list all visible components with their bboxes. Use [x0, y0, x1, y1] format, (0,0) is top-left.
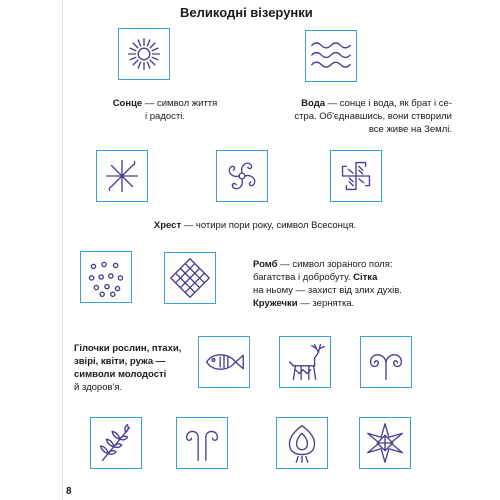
page-title: Великодні візерунки	[180, 5, 313, 20]
sun-symbol-icon	[118, 28, 170, 80]
branch-icon	[90, 417, 142, 469]
circles-term: Кружечки	[253, 298, 298, 309]
sun-caption: Сонце — символ життя і радості.	[112, 98, 218, 122]
ram-horns-spiral-icon	[360, 336, 412, 388]
cross-caption: Хрест — чотири пори року, символ Всесонця.	[153, 220, 357, 231]
cross-term: Хрест	[153, 220, 182, 231]
eight-point-star-icon	[359, 417, 411, 469]
water-caption: Вода — сонце і вода, як брат і се- стра. Об'єднавшись, вони створили все живе на Землі.	[294, 98, 452, 135]
dots-seeds-icon	[80, 251, 132, 303]
sun-term: Сонце	[112, 98, 143, 109]
grid-term: Сітка	[353, 272, 378, 283]
meander-cross-icon	[330, 150, 382, 202]
horns-icon	[176, 417, 228, 469]
page-number: 8	[66, 486, 72, 497]
star-cross-icon	[96, 150, 148, 202]
page-edge-divider	[62, 0, 63, 500]
swirl-cross-icon	[216, 150, 268, 202]
plants-caption: Гілочки рослин, птахи, звірі, квіти, ружа — символи молодості й здоров'я.	[74, 343, 182, 393]
water-waves-icon	[305, 30, 357, 82]
rhomb-caption: Ромб — символ зораного поля: багатства і добробуту. Сітка на ньому — захист від злих духів. Кружечки — зернятка.	[253, 259, 402, 309]
flower-bud-icon	[276, 417, 328, 469]
rhomb-term: Ромб	[253, 259, 278, 270]
rhomb-grid-icon	[164, 252, 216, 304]
deer-icon	[279, 336, 331, 388]
fish-icon	[198, 336, 250, 388]
water-term: Вода	[301, 98, 326, 109]
